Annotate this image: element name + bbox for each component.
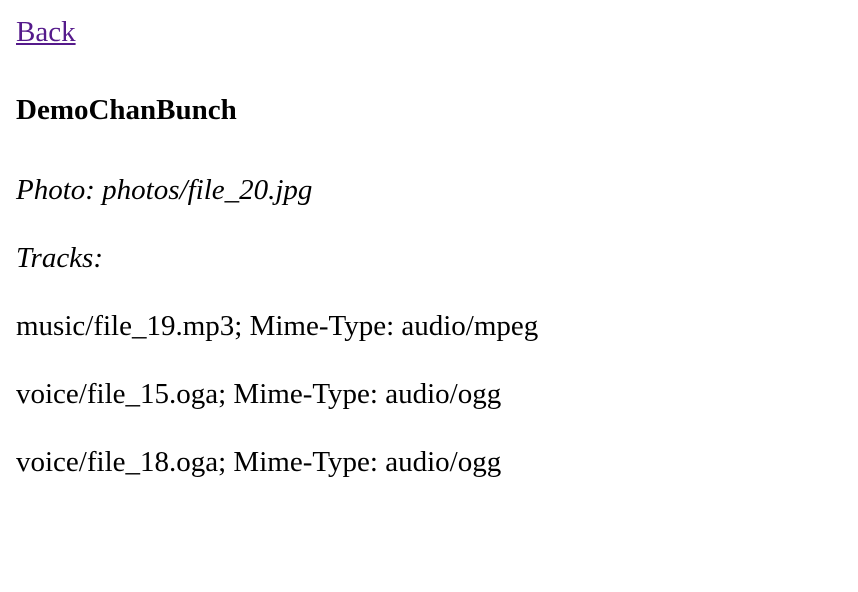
track-item: music/file_19.mp3; Mime-Type: audio/mpeg bbox=[16, 310, 539, 342]
page-title: DemoChanBunch bbox=[16, 94, 237, 126]
track-item: voice/file_18.oga; Mime-Type: audio/ogg bbox=[16, 446, 502, 478]
back-link[interactable]: Back bbox=[16, 16, 76, 48]
photo-path: Photo: photos/file_20.jpg bbox=[16, 174, 313, 206]
tracks-label: Tracks: bbox=[16, 242, 103, 274]
track-item: voice/file_15.oga; Mime-Type: audio/ogg bbox=[16, 378, 502, 410]
